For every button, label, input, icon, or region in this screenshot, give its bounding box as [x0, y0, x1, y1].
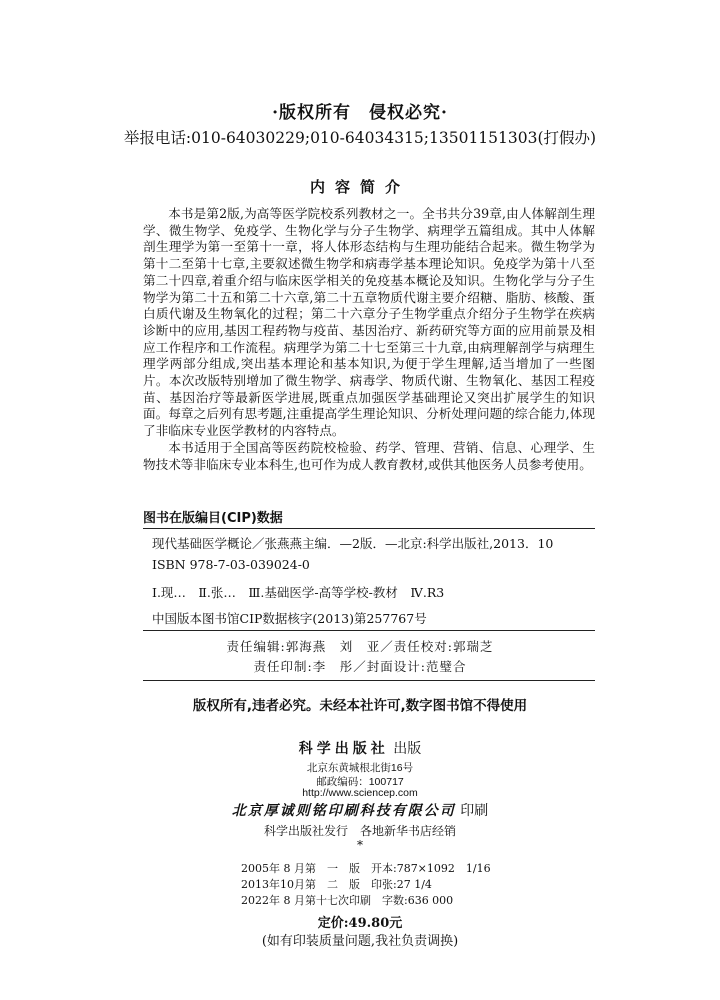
separator-star: * — [357, 838, 363, 852]
cip-top-rule — [143, 528, 595, 529]
credits-bottom-rule — [143, 680, 595, 681]
publisher-name: 科学出版社 — [298, 741, 389, 757]
publisher-postcode: 邮政编码：100717 — [316, 776, 404, 788]
intro-paragraph-1: 本书是第2版,为高等医学院校系列教材之一。全书共分39章,由人体解剖生理学、微生物学、免疫学、生物化学与分子生物学、病理学五篇组成。其中人体解剖生理学为第一至第十一章，将人体形态结构与生理功能结合起来。微生物学为第十二至第十七章,主要叙述微生物学和病毒学基本理论知识。免疫学为第十八至第二十四章,着重介绍与临床医学相关的免疫基本概论及知识。生物化学与分子生物学为第二十五和第二十六章,第二十五章物质代谢主要介绍糖、脂肪、核酸、蛋白质代谢及生物氧化的过程；第二十六章分子生物学重点介绍分子生物学在疾病诊断中的应用,基因工程药物与疫苗、基因治疗、新药研究等方面的应用前景及相应工作程序和工作流程。病理学为第二十七至第三十九章,由病理解剖学与病理生理学两部分组成,突出基本理论和基本知识,为便于学生理解,适当增加了一些图片。本次改版特别增加了微生物学、病毒学、物质代谢、生物氧化、基因工程疫苗、基因治疗等最新医学进展,既重点加强医学基础理论又突出扩展学生的知识面。每章之后列有思考题,注重提高学生理论知识、分析处理问题的综合能力,体现了非临床专业医学教材的内容特点。 — [143, 206, 595, 439]
cip-isbn: ISBN 978-7-03-039024-0 — [152, 557, 310, 572]
intro-body — [143, 206, 595, 473]
publisher-suffix: 出版 — [393, 741, 422, 757]
publisher-address: 北京东黄城根北街16号 — [306, 762, 414, 774]
price: 定价:49.80元 — [317, 916, 403, 931]
cip-heading: 图书在版编目(CIP)数据 — [143, 511, 283, 526]
publisher-url: http://www.sciencep.com — [302, 787, 418, 799]
credits-line-2: 责任印制:李 彤／封面设计:范璧合 — [253, 659, 467, 674]
report-hotline: 举报电话:010-64030229;010-64034315;13501151303(打假办) — [123, 129, 597, 147]
edition-line-1: 2005年 8 月第 一 版 开本:787×1092 1/16 — [241, 862, 491, 875]
quality-guarantee: (如有印装质量问题,我社负责调换) — [261, 934, 459, 949]
printer-name: 北京厚诚则铭印刷科技有限公司 — [231, 803, 456, 819]
printer-line — [0, 800, 720, 820]
printer-suffix: 印刷 — [460, 803, 489, 819]
intro-title: 内容简介 — [309, 178, 410, 196]
edition-line-3: 2022年 8 月第十七次印刷 字数:636 000 — [241, 894, 454, 907]
cip-bibliographic-line: 现代基础医学概论／张燕燕主编．—2版．—北京:科学出版社,2013．10 — [152, 536, 554, 551]
usage-notice: 版权所有,违者必究。未经本社许可,数字图书馆不得使用 — [192, 698, 528, 714]
cip-classification: Ⅰ.现… Ⅱ.张… Ⅲ.基础医学-高等学校-教材 Ⅳ.R3 — [152, 585, 445, 600]
edition-line-2: 2013年10月第 二 版 印张:27 1/4 — [241, 878, 432, 891]
copyright-notice: ·版权所有 侵权必究· — [272, 103, 448, 123]
credits-line-1: 责任编辑:郭海燕 刘 亚／责任校对:郭瑞芝 — [226, 639, 494, 654]
intro-paragraph-2: 本书适用于全国高等医药院校检验、药学、管理、营销、信息、心理学、生物技术等非临床专业本科生,也可作为成人教育教材,或供其他医务人员参考使用。 — [143, 439, 595, 472]
cip-number: 中国版本图书馆CIP数据核字(2013)第257767号 — [152, 611, 427, 626]
distribution-line: 科学出版社发行 各地新华书店经销 — [263, 824, 456, 838]
publisher-line — [0, 738, 720, 758]
cip-bottom-rule — [143, 630, 595, 631]
